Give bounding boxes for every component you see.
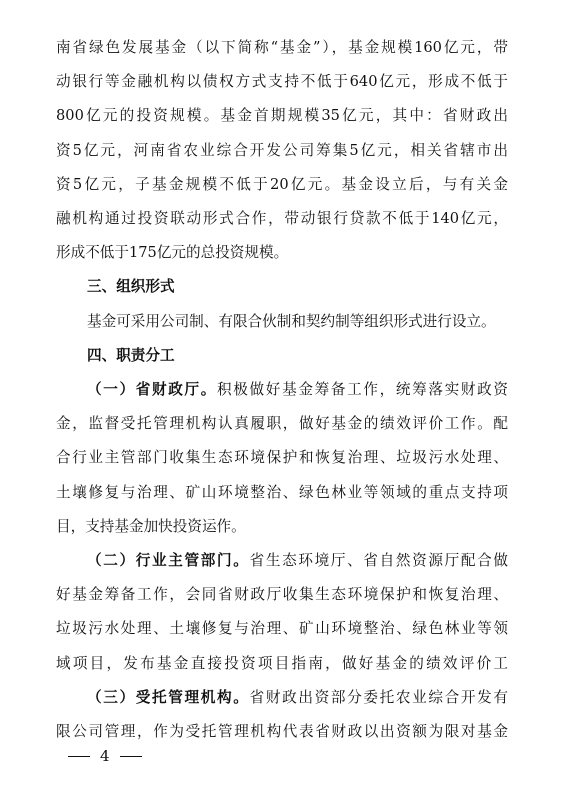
page-number: 4 (100, 747, 110, 765)
paragraph-line: 南省绿色发展基金（以下简称“基金”），基金规模160亿元，带 (56, 39, 508, 56)
page-footer (0, 747, 561, 765)
subsection-text: 积极做好基金筹备工作，统筹落实财政资 (217, 381, 508, 398)
subsection-2-first-line (87, 551, 508, 571)
paragraph-line: 融机构通过投资联动形式合作，带动银行贷款不低于140亿元， (56, 210, 508, 227)
paragraph-line: 800亿元的投资规模。基金首期规模35亿元，其中：省财政出 (56, 107, 508, 125)
paragraph-line: 域项目，发布基金直接投资项目指南，做好基金的绩效评价工 (56, 654, 508, 672)
subsection-title: （三）受托管理机构。 (87, 688, 250, 706)
paragraph-line: 垃圾污水处理、土壤修复与治理、矿山环境整治、绿色林业等领 (56, 620, 508, 638)
subsection-text: 省生态环境厅、省自然资源厅配合做 (249, 552, 508, 569)
subsection-title: （二）行业主管部门。 (87, 552, 250, 569)
paragraph-line: 动银行等金融机构以债权方式支持不低于640亿元，形成不低于 (56, 73, 508, 91)
paragraph-line: 限公司管理，作为受托管理机构代表省财政以出资额为限对基金 (56, 723, 508, 740)
paragraph-line: 资5亿元，子基金规模不低于20亿元。基金设立后，与有关金 (56, 175, 508, 193)
paragraph-line: 形成不低于175亿元的总投资规模。 (56, 244, 289, 262)
section-heading-4: 四、职责分工 (87, 346, 175, 364)
footer-dash-left (68, 756, 90, 757)
subsection-text: 省财政出资部分委托农业综合开发有 (249, 688, 508, 706)
subsection-title: （一）省财政厅。 (87, 381, 218, 398)
paragraph-line: 好基金筹备工作，会同省财政厅收集生态环境保护和恢复治理、 (56, 586, 508, 604)
paragraph-line: 资5亿元，河南省农业综合开发公司筹集5亿元，相关省辖市出 (56, 141, 508, 159)
paragraph-line: 基金可采用公司制、有限合伙制和契约制等组织形式进行设立。 (87, 312, 496, 330)
paragraph-line: 目，支持基金加快投资运作。 (56, 517, 246, 535)
section-heading-3: 三、组织形式 (87, 278, 175, 296)
paragraph-line: 土壤修复与治理、矿山环境整治、绿色林业等领域的重点支持项 (56, 483, 508, 501)
subsection-3-first-line (87, 688, 508, 708)
paragraph-line: 金，监督受托管理机构认真履职，做好基金的绩效评价工作。配 (56, 415, 508, 433)
footer-dash-right (120, 756, 142, 757)
paragraph-line: 合行业主管部门收集生态环境保护和恢复治理、垃圾污水处理、 (56, 449, 508, 467)
subsection-1-first-line (87, 380, 508, 400)
